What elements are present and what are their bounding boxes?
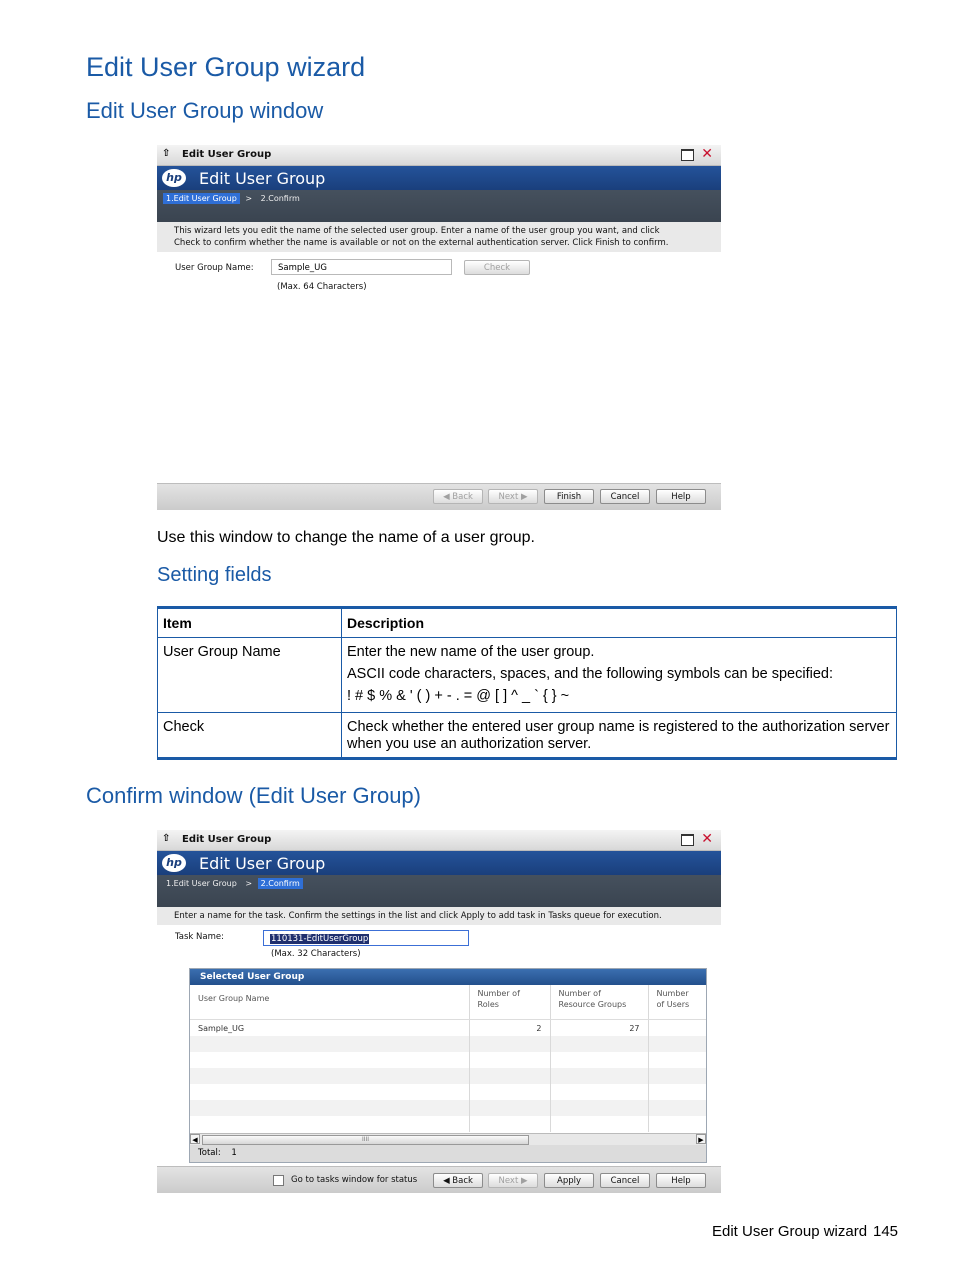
titlebar-title: Edit User Group [182, 149, 272, 160]
collapse-icon[interactable]: ⇧ [162, 833, 171, 844]
collapse-icon[interactable]: ⇧ [162, 148, 171, 159]
table-header-row [190, 985, 706, 1020]
footer-title: Edit User Group wizard [712, 1223, 868, 1240]
step-edit-user-group: 1.Edit User Group [163, 193, 240, 204]
close-icon[interactable]: ✕ [701, 146, 713, 162]
cell-number-of-users [648, 1020, 706, 1037]
section-heading-confirm-window: Confirm window (Edit User Group) [86, 783, 421, 808]
wizard-banner [157, 851, 721, 907]
cancel-button[interactable]: Cancel [600, 489, 650, 504]
wizard-description [157, 222, 721, 252]
scroll-right-icon[interactable]: ▶ [696, 1134, 706, 1144]
goto-tasks-label: Go to tasks window for status [291, 1175, 418, 1185]
banner-title: Edit User Group [199, 854, 326, 873]
hp-logo-icon: hp [162, 169, 186, 187]
help-button[interactable]: Help [656, 1173, 706, 1188]
description-line: This wizard lets you edit the name of the selected user group. Enter a name of the user group you want, and click [174, 226, 660, 236]
task-name-value: 110131-EditUserGroup [271, 934, 369, 944]
cancel-button[interactable]: Cancel [600, 1173, 650, 1188]
scroll-left-icon[interactable]: ◀ [190, 1134, 200, 1144]
wizard-steps [163, 879, 303, 888]
description-text: Enter the new name of the user group. [347, 644, 595, 660]
maximize-icon[interactable] [681, 149, 694, 161]
apply-button[interactable]: Apply [544, 1173, 594, 1188]
step-confirm: 2.Confirm [258, 878, 303, 889]
wizard-description: Enter a name for the task. Confirm the settings in the list and click Apply to add task in Tasks queue for execution. [157, 907, 721, 925]
goto-tasks-checkbox[interactable] [273, 1175, 284, 1186]
total-value: 1 [231, 1148, 237, 1158]
page-title: Edit User Group wizard [86, 52, 366, 82]
col-number-of-users[interactable]: Number of Users [648, 985, 706, 1020]
col-number-of-roles[interactable]: Number of Roles [469, 985, 550, 1020]
setting-fields-table [157, 606, 897, 760]
table-row [158, 638, 897, 713]
titlebar-title: Edit User Group [182, 834, 272, 845]
banner-title: Edit User Group [199, 169, 326, 188]
user-group-name-input[interactable]: Sample_UG [271, 259, 452, 275]
table-row [190, 1052, 706, 1068]
task-name-label: Task Name: [175, 932, 224, 942]
horizontal-scrollbar[interactable] [190, 1133, 706, 1145]
close-icon[interactable]: ✕ [701, 831, 713, 847]
table-row [190, 1084, 706, 1100]
table-row [190, 1068, 706, 1084]
window-titlebar [157, 145, 721, 166]
table-row [190, 1036, 706, 1052]
step-confirm: 2.Confirm [260, 194, 300, 203]
hp-logo-icon: hp [162, 854, 186, 872]
grid-title: Selected User Group [190, 969, 706, 985]
row-item: Check [158, 713, 342, 759]
wizard-footer [157, 1166, 721, 1193]
step-edit-user-group: 1.Edit User Group [166, 879, 237, 888]
section-heading-edit-window: Edit User Group window [86, 98, 324, 123]
confirm-window [157, 830, 721, 1192]
user-group-table [190, 985, 706, 1132]
scroll-thumb[interactable]: IIII [202, 1135, 529, 1145]
row-description [342, 638, 897, 713]
window-titlebar [157, 830, 721, 851]
finish-button[interactable]: Finish [544, 489, 594, 504]
back-button[interactable]: ◀ Back [433, 489, 483, 504]
cell-number-of-roles: 2 [469, 1020, 550, 1037]
table-header-row [158, 608, 897, 638]
table-row [190, 1116, 706, 1132]
user-group-name-label: User Group Name: [175, 263, 254, 273]
selected-user-group-grid [189, 968, 707, 1163]
page-number: 145 [873, 1223, 899, 1240]
total-label: Total: [198, 1148, 221, 1158]
wizard-footer [157, 483, 721, 510]
cell-number-of-resource-groups: 27 [550, 1020, 648, 1037]
maximize-icon[interactable] [681, 834, 694, 846]
col-user-group-name[interactable]: User Group Name [190, 985, 469, 1020]
row-description: Check whether the entered user group name is registered to the authorization server when you use an authorization server. [342, 713, 897, 759]
description-text: ASCII code characters, spaces, and the following symbols can be specified: [347, 666, 834, 682]
edit-user-group-window [157, 145, 721, 509]
step-separator: > [245, 879, 253, 888]
header-item: Item [158, 608, 342, 638]
row-item: User Group Name [158, 638, 342, 713]
next-button[interactable]: Next ▶ [488, 489, 538, 504]
help-button[interactable]: Help [656, 489, 706, 504]
description-line: Check to confirm whether the name is available or not on the external authentication server. Click Finish to confirm. [174, 238, 669, 248]
allowed-symbols: ! # $ % & ' ( ) + - . = @ [ ] ^ _ ` { } ~ [347, 688, 570, 704]
max-characters-hint: (Max. 32 Characters) [271, 949, 361, 959]
setting-fields-heading: Setting fields [157, 564, 272, 586]
table-row [190, 1100, 706, 1116]
step-separator: > [245, 194, 253, 203]
col-number-of-resource-groups[interactable]: Number of Resource Groups [550, 985, 648, 1020]
check-button[interactable]: Check [464, 260, 530, 275]
wizard-steps [163, 194, 303, 203]
table-row[interactable] [190, 1020, 706, 1037]
cell-user-group-name: Sample_UG [190, 1020, 469, 1037]
header-description: Description [342, 608, 897, 638]
total-bar [190, 1145, 706, 1162]
next-button[interactable]: Next ▶ [488, 1173, 538, 1188]
max-characters-hint: (Max. 64 Characters) [277, 282, 367, 292]
wizard-banner [157, 166, 721, 222]
table-row [158, 713, 897, 759]
task-name-input[interactable] [263, 930, 469, 946]
back-button[interactable]: ◀ Back [433, 1173, 483, 1188]
window-description: Use this window to change the name of a user group. [157, 529, 535, 546]
